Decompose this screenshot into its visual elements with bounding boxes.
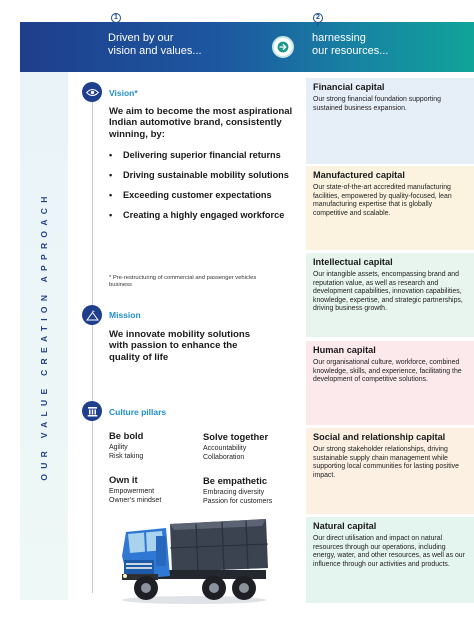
capital-text: Our strong stakeholder relationships, driving sustainable supply chain management while supporting local communities for lasting positive impact.: [313, 446, 459, 479]
pillar-item: Accountability: [203, 445, 247, 452]
banner-right-line1: harnessing: [312, 32, 366, 44]
pillar-name: Be bold: [109, 430, 144, 441]
arrow-right-circle-icon: [272, 36, 294, 58]
culture-title: Culture pillars: [109, 407, 167, 417]
pillar-name: Be empathetic: [203, 475, 268, 486]
capital-text: Our strong financial foundation supporting sustained business expansion.: [313, 96, 441, 112]
pillar-own-it: [109, 474, 199, 505]
timeline-line: [92, 93, 93, 593]
dump-truck-image: [112, 510, 272, 606]
banner-right-text: [312, 32, 388, 58]
capital-title: Human capital: [313, 345, 376, 355]
vision-bullet: • Driving sustainable mobility solutions: [109, 170, 289, 180]
capital-card-human: [306, 341, 474, 425]
vision-footnote: * Pre-restructuring of commercial and passenger vehicles business: [109, 275, 257, 289]
vision-statement: We aim to become the most aspirational Indian automotive brand, consistently winning, by:: [109, 106, 293, 140]
capital-title: Social and relationship capital: [313, 432, 446, 442]
vision-bullets: [109, 150, 289, 221]
step-connector-1: [115, 22, 116, 26]
pillar-item: Collaboration: [203, 454, 245, 461]
capital-title: Natural capital: [313, 521, 377, 531]
step-connector-2: [317, 22, 318, 26]
banner-left-line1: Driven by our: [108, 32, 174, 44]
pillar-item: Owner’s mindset: [109, 497, 162, 504]
pillar-name: Solve together: [203, 431, 269, 442]
pillar-solve-together: [203, 431, 293, 462]
capital-card-intellectual: [306, 253, 474, 337]
pillar-item: Agility: [109, 444, 128, 451]
eye-icon: [82, 82, 102, 102]
pillar-item: Embracing diversity: [203, 489, 265, 496]
vision-title: Vision*: [109, 88, 138, 98]
capital-title: Manufactured capital: [313, 170, 405, 180]
pillar-item: Empowerment: [109, 488, 155, 495]
pillar-item: Risk taking: [109, 453, 144, 460]
capital-card-financial: [306, 78, 474, 164]
capital-text: Our direct utilisation and impact on natural resources through our operations, including energy, water, and other resources, as well as our influence through our activities and products.: [313, 535, 465, 568]
banner-right-line2: our resources...: [312, 45, 389, 57]
capital-text: Our organisational culture, workforce, combined knowledge, skills, and experience, facilitating the development of competitive solutions.: [313, 359, 462, 384]
capital-title: Intellectual capital: [313, 257, 393, 267]
capital-title: Financial capital: [313, 82, 385, 92]
capital-card-manufactured: [306, 166, 474, 250]
pillar-be-bold: [109, 430, 199, 461]
pillar-name: Own it: [109, 474, 138, 485]
banner-left-text: [108, 32, 202, 58]
capital-card-social: [306, 428, 474, 514]
side-label: OUR VALUE CREATION APPROACH: [39, 191, 49, 481]
pillar-item: Passion for customers: [203, 498, 273, 505]
mission-title: Mission: [109, 310, 141, 320]
header-banner: [20, 22, 474, 72]
pillars-icon: [82, 401, 102, 421]
banner-left-line2: vision and values...: [108, 45, 202, 57]
mountain-flag-icon: [82, 305, 102, 325]
pillar-be-empathetic: [203, 475, 303, 506]
capital-card-natural: [306, 517, 474, 603]
step-number-1: 1: [111, 13, 121, 23]
mission-statement: We innovate mobility solutions with passion to enhance the quality of life: [109, 329, 251, 363]
capital-text: Our state-of-the-art accredited manufacturing facilities, empowered by quality-focused, lean manufacturing expertise that is globally competitive and scalable.: [313, 184, 452, 217]
vision-bullet: • Creating a highly engaged workforce: [109, 210, 285, 220]
step-number-2: 2: [313, 13, 323, 23]
vision-bullet: • Delivering superior financial returns: [109, 150, 281, 160]
vision-bullet: • Exceeding customer expectations: [109, 190, 272, 200]
capital-text: Our intangible assets, encompassing brand and reputation value, as well as research and development capabilities, innovation capabilities, knowledge, expertise, and strategic partnerships, driving business growth.: [313, 271, 463, 313]
